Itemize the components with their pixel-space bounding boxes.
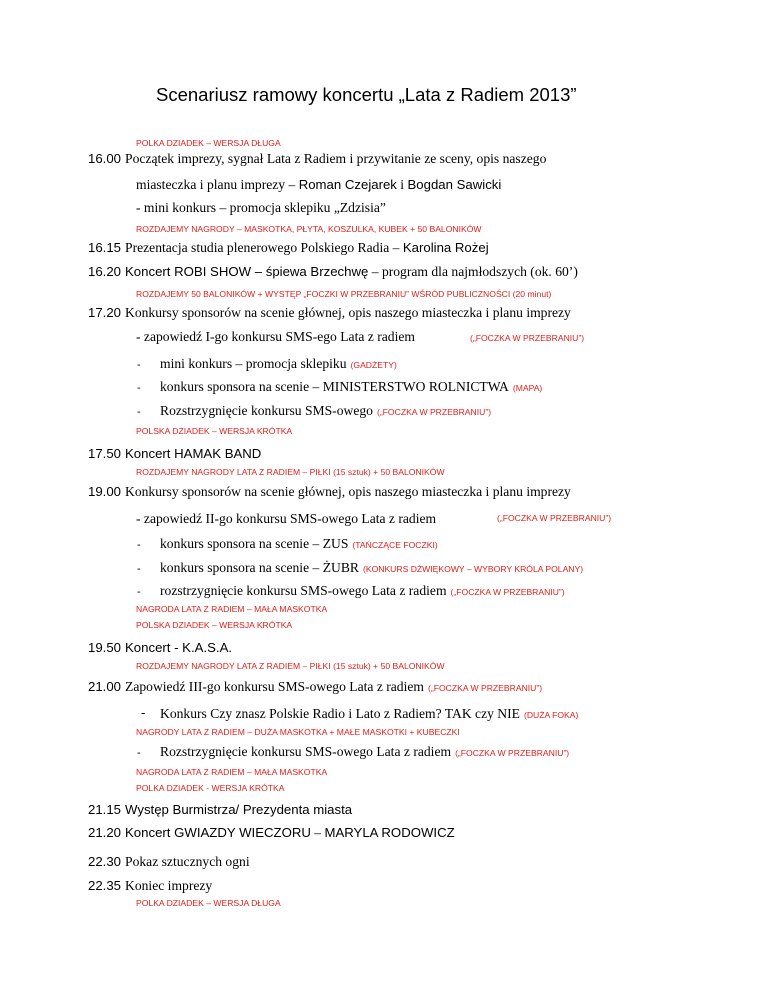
schedule-entry-1750 bbox=[88, 446, 261, 462]
schedule-subitem bbox=[160, 536, 438, 552]
list-dash: - bbox=[137, 586, 141, 598]
entry-text: Występ Burmistrza/ Prezydenta miasta bbox=[125, 802, 353, 817]
music-note: POLKA DZIADEK - WERSJA KRÓTKA bbox=[136, 783, 285, 793]
music-note: POLSKA DZIADEK – WERSJA KRÓTKA bbox=[136, 620, 293, 630]
list-dash: - bbox=[137, 539, 141, 551]
music-note: POLKA DZIADEK – WERSJA DŁUGA bbox=[136, 138, 281, 148]
entry-time: 21.15 bbox=[88, 802, 122, 817]
entry-text: Początek imprezy, sygnał Lata z Radiem i przywitanie ze sceny, opis naszego bbox=[125, 151, 547, 166]
entry-time: 22.30 bbox=[88, 854, 122, 869]
prize-note: ROZDAJEMY NAGRODY – MASKOTKA, PŁYTA, KOSZULKA, KUBEK + 50 BALONIKÓW bbox=[136, 224, 482, 234]
entry-text: Konkursy sponsorów na scenie głównej, opis naszego miasteczka i planu imprezy bbox=[125, 484, 571, 499]
prize-note: (KONKURS DŹWIĘKOWY – WYBORY KRÓLA POLANY) bbox=[362, 564, 584, 574]
prize-note: (TAŃCZĄCE FOCZKI) bbox=[352, 540, 438, 550]
prize-note: („FOCZKA W PRZEBRANIU”) bbox=[497, 513, 612, 523]
schedule-subitem bbox=[160, 356, 397, 372]
prize-note: („FOCZKA W PRZEBRANIU”) bbox=[470, 333, 585, 343]
schedule-entry-2120 bbox=[88, 825, 455, 841]
prize-note: NAGRODY LATA Z RADIEM – DUŻA MASKOTKA + MAŁE MASKOTKI + KUBECZKI bbox=[136, 727, 460, 737]
entry-time: 17.50 bbox=[88, 446, 122, 461]
prize-note: ROZDAJEMY NAGRODY LATA Z RADIEM – PIŁKI (15 sztuk) + 50 BALONIKÓW bbox=[136, 467, 445, 477]
entry-time: 19.50 bbox=[88, 640, 122, 655]
prize-note: ROZDAJEMY 50 BALONIKÓW + WYSTĘP „FOCZKI W PRZEBRANIU” WŚRÓD PUBLICZNOŚCI (20 minut) bbox=[136, 289, 552, 299]
schedule-entry-1900 bbox=[88, 484, 571, 500]
schedule-subitem bbox=[160, 744, 569, 760]
list-dash: - bbox=[137, 406, 141, 418]
entry-text: Koncert - K.A.S.A. bbox=[125, 640, 233, 655]
list-dash: - bbox=[137, 382, 141, 394]
schedule-entry-1600 bbox=[88, 151, 546, 167]
entry-text: konkurs sponsora na scenie – ZUS bbox=[160, 536, 349, 551]
schedule-entry-2115 bbox=[88, 802, 352, 818]
list-dash: - bbox=[137, 747, 141, 759]
prize-note: ROZDAJEMY NAGRODY LATA Z RADIEM – PIŁKI (15 sztuk) + 50 BALONIKÓW bbox=[136, 661, 445, 671]
prize-note: (MAPA) bbox=[512, 383, 543, 393]
list-dash: - bbox=[141, 705, 146, 720]
prize-note: („FOCZKA W PRZEBRANIU”) bbox=[428, 683, 543, 693]
entry-text: – program dla najmłodszych (ok. 60’) bbox=[368, 264, 578, 279]
entry-time: 21.00 bbox=[88, 679, 122, 694]
entry-text: rozstrzygnięcie konkursu SMS-owego Lata z radiem bbox=[160, 583, 447, 598]
prize-note: NAGRODA LATA Z RADIEM – MAŁA MASKOTKA bbox=[136, 604, 328, 614]
list-dash: - bbox=[137, 359, 141, 371]
music-note: POLSKA DZIADEK – WERSJA KRÓTKA bbox=[136, 426, 293, 436]
host-name: Bogdan Sawicki bbox=[407, 177, 502, 192]
entry-text: Konkursy sponsorów na scenie głównej, opis naszego miasteczka i planu imprezy bbox=[125, 305, 571, 320]
music-note: POLKA DZIADEK – WERSJA DŁUGA bbox=[136, 898, 281, 908]
entry-text: Rozstrzygnięcie konkursu SMS-owego bbox=[160, 403, 373, 418]
entry-text: Zapowiedź III-go konkursu SMS-owego Lata z radiem bbox=[125, 679, 424, 694]
schedule-subitem bbox=[160, 560, 583, 576]
entry-text: Rozstrzygnięcie konkursu SMS-owego Lata z radiem bbox=[160, 744, 452, 759]
entry-text: konkurs sponsora na scenie – ŻUBR bbox=[160, 560, 359, 575]
schedule-entry-line bbox=[136, 177, 501, 193]
prize-note: (DUŻA FOKA) bbox=[523, 710, 579, 720]
document-title: Scenariusz ramowy koncertu „Lata z Radiem 2013” bbox=[156, 84, 577, 105]
entry-text: – bbox=[310, 825, 325, 840]
schedule-subitem: - zapowiedź I-go konkursu SMS-ego Lata z radiem bbox=[136, 329, 415, 344]
prize-note: („FOCZKA W PRZEBRANIU”) bbox=[455, 748, 570, 758]
schedule-subitem: - zapowiedź II-go konkursu SMS-owego Lata z radiem bbox=[136, 511, 437, 526]
entry-text: miasteczka i planu imprezy – bbox=[136, 177, 299, 192]
entry-text: Koncert ROBI SHOW – śpiewa Brzechwę bbox=[125, 264, 369, 279]
prize-note: (GADŻETY) bbox=[350, 360, 397, 370]
entry-text: Koniec imprezy bbox=[125, 878, 213, 893]
schedule-subitem bbox=[160, 379, 542, 395]
schedule-entry-1950 bbox=[88, 640, 232, 656]
schedule-subitem bbox=[160, 403, 491, 419]
schedule-entry-2235 bbox=[88, 878, 212, 894]
host-name: Karolina Rożej bbox=[402, 240, 489, 255]
entry-text: Koncert GWIAZDY WIECZORU bbox=[125, 825, 311, 840]
schedule-subitem bbox=[160, 706, 578, 722]
entry-text: mini konkurs – promocja sklepiku bbox=[160, 356, 347, 371]
entry-time: 16.15 bbox=[88, 240, 122, 255]
entry-text: konkurs sponsora na scenie – MINISTERSTWO ROLNICTWA bbox=[160, 379, 509, 394]
prize-note: NAGRODA LATA Z RADIEM – MAŁA MASKOTKA bbox=[136, 767, 328, 777]
prize-note: („FOCZKA W PRZEBRANIU”) bbox=[450, 587, 565, 597]
entry-time: 16.00 bbox=[88, 151, 122, 166]
schedule-entry-2230 bbox=[88, 854, 250, 870]
entry-time: 19.00 bbox=[88, 484, 122, 499]
entry-time: 22.35 bbox=[88, 878, 122, 893]
entry-time: 21.20 bbox=[88, 825, 122, 840]
schedule-entry-1720 bbox=[88, 305, 571, 321]
schedule-entry-2100 bbox=[88, 679, 542, 695]
entry-time: 17.20 bbox=[88, 305, 122, 320]
entry-text: Prezentacja studia plenerowego Polskiego Radia – bbox=[125, 240, 403, 255]
entry-time: 16.20 bbox=[88, 264, 122, 279]
schedule-subitem: - mini konkurs – promocja sklepiku „Zdzisia” bbox=[136, 200, 386, 215]
schedule-subitem bbox=[160, 583, 565, 599]
prize-note: („FOCZKA W PRZEBRANIU”) bbox=[376, 407, 492, 417]
list-dash: - bbox=[137, 563, 141, 575]
entry-text: Pokaz sztucznych ogni bbox=[125, 854, 250, 869]
schedule-entry-1615 bbox=[88, 240, 489, 256]
schedule-entry-1620 bbox=[88, 264, 578, 280]
entry-text: MARYLA RODOWICZ bbox=[324, 825, 455, 840]
host-name: Roman Czejarek bbox=[298, 177, 397, 192]
entry-text: i bbox=[396, 177, 408, 192]
entry-text: Koncert HAMAK BAND bbox=[125, 446, 262, 461]
entry-text: Konkurs Czy znasz Polskie Radio i Lato z Radiem? TAK czy NIE bbox=[160, 706, 520, 721]
